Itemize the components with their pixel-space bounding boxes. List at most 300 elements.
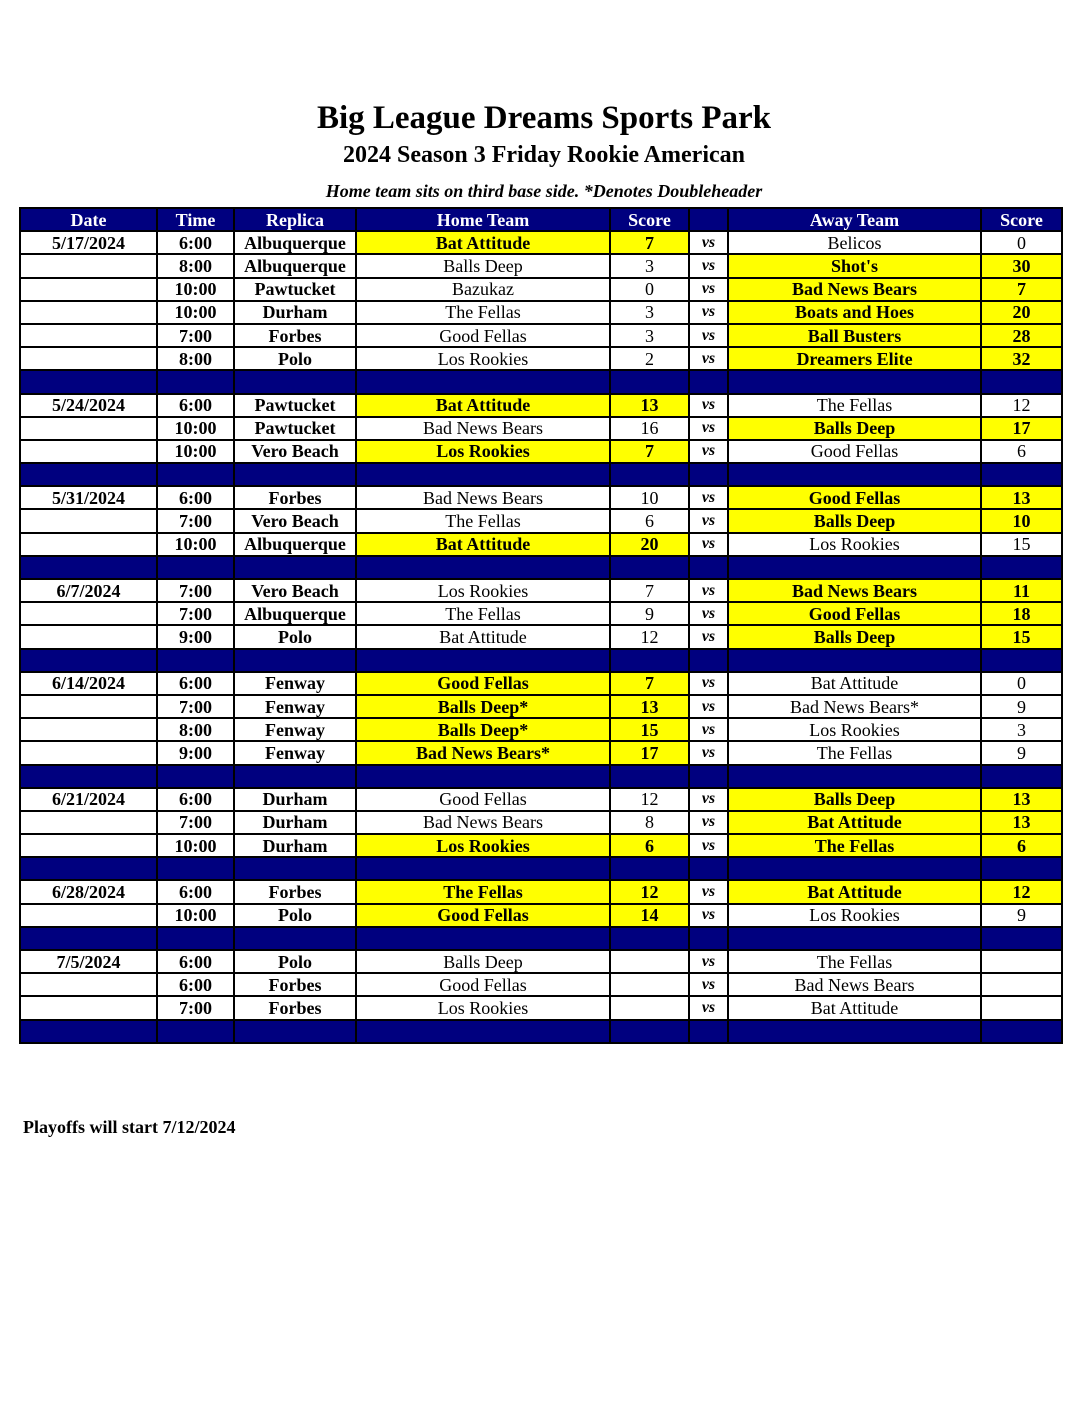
away-team-cell: Balls Deep <box>728 625 981 648</box>
date-cell: 5/17/2024 <box>20 231 157 254</box>
game-row <box>20 718 1062 741</box>
schedule-table <box>19 207 1063 1044</box>
home-team-cell: Good Fellas <box>356 788 610 811</box>
away-team-cell: Bad News Bears <box>728 278 981 301</box>
separator-cell <box>157 649 234 672</box>
away-team-cell: Los Rookies <box>728 533 981 556</box>
away-team-cell: Boats and Hoes <box>728 301 981 324</box>
vs-label: vs <box>689 533 728 556</box>
replica-cell: Forbes <box>234 324 356 347</box>
week-separator <box>20 556 1062 579</box>
vs-label: vs <box>689 625 728 648</box>
separator-cell <box>356 857 610 880</box>
home-team-cell: Bat Attitude <box>356 533 610 556</box>
separator-cell <box>610 765 689 788</box>
col-away-team: Away Team <box>728 208 981 231</box>
time-cell: 6:00 <box>157 880 234 903</box>
time-cell: 10:00 <box>157 301 234 324</box>
separator-cell <box>356 556 610 579</box>
separator-cell <box>157 1020 234 1043</box>
replica-cell: Polo <box>234 625 356 648</box>
game-row <box>20 950 1062 973</box>
date-cell <box>20 440 157 463</box>
game-row <box>20 347 1062 370</box>
replica-cell: Polo <box>234 347 356 370</box>
vs-label: vs <box>689 301 728 324</box>
time-cell: 6:00 <box>157 231 234 254</box>
away-team-cell: Belicos <box>728 231 981 254</box>
separator-cell <box>610 463 689 486</box>
home-score-cell: 3 <box>610 301 689 324</box>
replica-cell: Forbes <box>234 880 356 903</box>
week-separator <box>20 765 1062 788</box>
separator-cell <box>234 649 356 672</box>
separator-cell <box>689 857 728 880</box>
home-team-cell: Bad News Bears <box>356 417 610 440</box>
date-cell: 6/28/2024 <box>20 880 157 903</box>
separator-cell <box>981 649 1062 672</box>
home-team-cell: Bat Attitude <box>356 394 610 417</box>
date-cell: 5/31/2024 <box>20 486 157 509</box>
home-score-cell: 12 <box>610 625 689 648</box>
away-team-cell: Bat Attitude <box>728 880 981 903</box>
away-team-cell: The Fellas <box>728 950 981 973</box>
home-score-cell: 13 <box>610 394 689 417</box>
col-time: Time <box>157 208 234 231</box>
separator-cell <box>20 556 157 579</box>
away-team-cell: Los Rookies <box>728 904 981 927</box>
date-cell <box>20 741 157 764</box>
time-cell: 7:00 <box>157 996 234 1019</box>
separator-cell <box>234 370 356 393</box>
away-score-cell: 30 <box>981 254 1062 277</box>
time-cell: 6:00 <box>157 950 234 973</box>
vs-label: vs <box>689 741 728 764</box>
time-cell: 6:00 <box>157 973 234 996</box>
time-cell: 7:00 <box>157 695 234 718</box>
home-score-cell: 8 <box>610 811 689 834</box>
replica-cell: Durham <box>234 811 356 834</box>
game-row <box>20 417 1062 440</box>
home-score-cell: 16 <box>610 417 689 440</box>
replica-cell: Albuquerque <box>234 533 356 556</box>
vs-label: vs <box>689 788 728 811</box>
away-team-cell: Bad News Bears <box>728 579 981 602</box>
home-team-cell: Balls Deep <box>356 950 610 973</box>
away-score-cell: 15 <box>981 533 1062 556</box>
separator-cell <box>157 857 234 880</box>
separator-cell <box>728 649 981 672</box>
col-date: Date <box>20 208 157 231</box>
away-team-cell: Good Fellas <box>728 486 981 509</box>
replica-cell: Fenway <box>234 718 356 741</box>
replica-cell: Polo <box>234 950 356 973</box>
away-team-cell: Bat Attitude <box>728 672 981 695</box>
time-cell: 7:00 <box>157 324 234 347</box>
separator-cell <box>157 463 234 486</box>
col-replica: Replica <box>234 208 356 231</box>
date-cell: 6/14/2024 <box>20 672 157 695</box>
game-row <box>20 301 1062 324</box>
home-team-cell: Balls Deep* <box>356 718 610 741</box>
game-row <box>20 695 1062 718</box>
date-cell <box>20 533 157 556</box>
time-cell: 10:00 <box>157 834 234 857</box>
away-score-cell: 13 <box>981 788 1062 811</box>
date-cell <box>20 254 157 277</box>
date-cell <box>20 811 157 834</box>
home-score-cell: 3 <box>610 324 689 347</box>
vs-label: vs <box>689 254 728 277</box>
vs-label: vs <box>689 811 728 834</box>
time-cell: 10:00 <box>157 417 234 440</box>
separator-cell <box>20 927 157 950</box>
vs-label: vs <box>689 486 728 509</box>
home-score-cell: 17 <box>610 741 689 764</box>
time-cell: 7:00 <box>157 811 234 834</box>
home-team-cell: Bat Attitude <box>356 231 610 254</box>
away-score-cell <box>981 973 1062 996</box>
separator-cell <box>981 927 1062 950</box>
away-score-cell: 9 <box>981 904 1062 927</box>
home-score-cell: 9 <box>610 602 689 625</box>
header-row <box>20 208 1062 231</box>
home-team-cell: Los Rookies <box>356 347 610 370</box>
game-row <box>20 278 1062 301</box>
replica-cell: Durham <box>234 834 356 857</box>
away-team-cell: Good Fellas <box>728 602 981 625</box>
time-cell: 9:00 <box>157 625 234 648</box>
date-cell <box>20 973 157 996</box>
vs-label: vs <box>689 973 728 996</box>
away-team-cell: Shot's <box>728 254 981 277</box>
game-row <box>20 880 1062 903</box>
away-score-cell: 28 <box>981 324 1062 347</box>
away-score-cell: 17 <box>981 417 1062 440</box>
home-team-cell: Los Rookies <box>356 834 610 857</box>
home-score-cell <box>610 973 689 996</box>
away-team-cell: Balls Deep <box>728 509 981 532</box>
separator-cell <box>610 1020 689 1043</box>
time-cell: 8:00 <box>157 254 234 277</box>
separator-cell <box>689 765 728 788</box>
time-cell: 7:00 <box>157 602 234 625</box>
week-separator <box>20 927 1062 950</box>
game-row <box>20 254 1062 277</box>
separator-cell <box>610 927 689 950</box>
separator-cell <box>234 556 356 579</box>
separator-cell <box>20 765 157 788</box>
home-score-cell: 7 <box>610 440 689 463</box>
game-row <box>20 440 1062 463</box>
date-cell: 7/5/2024 <box>20 950 157 973</box>
separator-cell <box>157 370 234 393</box>
vs-label: vs <box>689 695 728 718</box>
home-score-cell: 13 <box>610 695 689 718</box>
replica-cell: Forbes <box>234 973 356 996</box>
home-team-cell: The Fellas <box>356 301 610 324</box>
vs-label: vs <box>689 278 728 301</box>
col-home-score: Score <box>610 208 689 231</box>
home-team-cell: Good Fellas <box>356 973 610 996</box>
separator-cell <box>157 556 234 579</box>
date-cell: 5/24/2024 <box>20 394 157 417</box>
time-cell: 10:00 <box>157 533 234 556</box>
separator-cell <box>981 1020 1062 1043</box>
time-cell: 8:00 <box>157 718 234 741</box>
vs-label: vs <box>689 904 728 927</box>
away-score-cell: 10 <box>981 509 1062 532</box>
week-separator <box>20 370 1062 393</box>
game-row <box>20 509 1062 532</box>
separator-cell <box>981 463 1062 486</box>
vs-label: vs <box>689 602 728 625</box>
game-row <box>20 394 1062 417</box>
separator-cell <box>728 857 981 880</box>
away-score-cell <box>981 950 1062 973</box>
vs-label: vs <box>689 579 728 602</box>
separator-cell <box>356 370 610 393</box>
away-score-cell: 15 <box>981 625 1062 648</box>
game-row <box>20 672 1062 695</box>
separator-cell <box>234 857 356 880</box>
week-separator <box>20 463 1062 486</box>
away-score-cell: 0 <box>981 231 1062 254</box>
away-team-cell: Bad News Bears* <box>728 695 981 718</box>
separator-cell <box>234 765 356 788</box>
away-team-cell: Good Fellas <box>728 440 981 463</box>
vs-label: vs <box>689 324 728 347</box>
vs-label: vs <box>689 718 728 741</box>
separator-cell <box>356 765 610 788</box>
date-cell <box>20 996 157 1019</box>
separator-cell <box>234 1020 356 1043</box>
home-team-cell: Good Fellas <box>356 324 610 347</box>
away-team-cell: Bat Attitude <box>728 811 981 834</box>
away-score-cell: 13 <box>981 486 1062 509</box>
separator-cell <box>20 857 157 880</box>
game-row <box>20 788 1062 811</box>
game-row <box>20 904 1062 927</box>
away-score-cell: 20 <box>981 301 1062 324</box>
home-score-cell: 12 <box>610 788 689 811</box>
time-cell: 7:00 <box>157 509 234 532</box>
date-cell <box>20 695 157 718</box>
away-team-cell: Balls Deep <box>728 417 981 440</box>
replica-cell: Albuquerque <box>234 231 356 254</box>
date-cell <box>20 625 157 648</box>
away-score-cell: 7 <box>981 278 1062 301</box>
replica-cell: Forbes <box>234 996 356 1019</box>
vs-label: vs <box>689 440 728 463</box>
game-row <box>20 231 1062 254</box>
separator-cell <box>610 370 689 393</box>
home-team-cell: Los Rookies <box>356 579 610 602</box>
replica-cell: Fenway <box>234 672 356 695</box>
game-row <box>20 486 1062 509</box>
separator-cell <box>689 927 728 950</box>
separator-cell <box>728 927 981 950</box>
away-score-cell: 6 <box>981 834 1062 857</box>
separator-cell <box>234 927 356 950</box>
separator-cell <box>728 1020 981 1043</box>
time-cell: 7:00 <box>157 579 234 602</box>
home-team-cell: The Fellas <box>356 880 610 903</box>
replica-cell: Albuquerque <box>234 602 356 625</box>
away-score-cell: 11 <box>981 579 1062 602</box>
replica-cell: Fenway <box>234 741 356 764</box>
away-score-cell: 9 <box>981 695 1062 718</box>
vs-label: vs <box>689 509 728 532</box>
home-team-cell: Bazukaz <box>356 278 610 301</box>
home-team-cell: Balls Deep* <box>356 695 610 718</box>
away-team-cell: Los Rookies <box>728 718 981 741</box>
home-score-cell: 14 <box>610 904 689 927</box>
home-team-cell: Bad News Bears <box>356 486 610 509</box>
vs-label: vs <box>689 950 728 973</box>
date-cell <box>20 509 157 532</box>
away-team-cell: The Fellas <box>728 394 981 417</box>
game-row <box>20 602 1062 625</box>
separator-cell <box>981 765 1062 788</box>
home-team-cell: The Fellas <box>356 509 610 532</box>
date-cell <box>20 278 157 301</box>
away-team-cell: Dreamers Elite <box>728 347 981 370</box>
replica-cell: Vero Beach <box>234 579 356 602</box>
replica-cell: Pawtucket <box>234 394 356 417</box>
time-cell: 6:00 <box>157 788 234 811</box>
replica-cell: Forbes <box>234 486 356 509</box>
home-score-cell: 10 <box>610 486 689 509</box>
separator-cell <box>689 463 728 486</box>
away-team-cell: The Fellas <box>728 741 981 764</box>
separator-cell <box>234 463 356 486</box>
vs-label: vs <box>689 880 728 903</box>
away-score-cell: 12 <box>981 880 1062 903</box>
game-row <box>20 324 1062 347</box>
separator-cell <box>157 927 234 950</box>
home-score-cell: 6 <box>610 834 689 857</box>
game-row <box>20 533 1062 556</box>
separator-cell <box>20 649 157 672</box>
time-cell: 8:00 <box>157 347 234 370</box>
separator-cell <box>356 463 610 486</box>
vs-label: vs <box>689 834 728 857</box>
replica-cell: Vero Beach <box>234 440 356 463</box>
game-row <box>20 579 1062 602</box>
page-title: Big League Dreams Sports Park <box>316 100 772 136</box>
separator-cell <box>610 556 689 579</box>
separator-cell <box>610 857 689 880</box>
separator-cell <box>356 1020 610 1043</box>
replica-cell: Vero Beach <box>234 509 356 532</box>
separator-cell <box>728 370 981 393</box>
separator-cell <box>20 463 157 486</box>
separator-cell <box>689 370 728 393</box>
home-team-cell: Bad News Bears* <box>356 741 610 764</box>
separator-cell <box>689 1020 728 1043</box>
home-score-cell: 7 <box>610 231 689 254</box>
replica-cell: Albuquerque <box>234 254 356 277</box>
replica-cell: Pawtucket <box>234 278 356 301</box>
time-cell: 6:00 <box>157 672 234 695</box>
home-team-cell: Balls Deep <box>356 254 610 277</box>
home-score-cell: 20 <box>610 533 689 556</box>
game-row <box>20 811 1062 834</box>
time-cell: 6:00 <box>157 394 234 417</box>
separator-cell <box>356 927 610 950</box>
separator-cell <box>981 857 1062 880</box>
home-score-cell <box>610 950 689 973</box>
replica-cell: Fenway <box>234 695 356 718</box>
home-score-cell: 6 <box>610 509 689 532</box>
col-vs <box>689 208 728 231</box>
away-team-cell: The Fellas <box>728 834 981 857</box>
game-row <box>20 996 1062 1019</box>
separator-cell <box>610 649 689 672</box>
separator-cell <box>981 370 1062 393</box>
vs-label: vs <box>689 672 728 695</box>
home-score-cell: 3 <box>610 254 689 277</box>
vs-label: vs <box>689 394 728 417</box>
away-score-cell: 0 <box>981 672 1062 695</box>
separator-cell <box>356 649 610 672</box>
home-team-cell: The Fellas <box>356 602 610 625</box>
away-score-cell: 9 <box>981 741 1062 764</box>
page-subtitle: 2024 Season 3 Friday Rookie American <box>343 142 745 168</box>
separator-cell <box>689 556 728 579</box>
home-score-cell: 2 <box>610 347 689 370</box>
time-cell: 10:00 <box>157 440 234 463</box>
vs-label: vs <box>689 231 728 254</box>
date-cell <box>20 718 157 741</box>
away-score-cell: 18 <box>981 602 1062 625</box>
game-row <box>20 741 1062 764</box>
date-cell <box>20 301 157 324</box>
date-cell: 6/21/2024 <box>20 788 157 811</box>
col-away-score: Score <box>981 208 1062 231</box>
date-cell <box>20 602 157 625</box>
away-score-cell: 12 <box>981 394 1062 417</box>
away-score-cell: 3 <box>981 718 1062 741</box>
separator-cell <box>728 463 981 486</box>
schedule-note: Home team sits on third base side. *Denotes Doubleheader <box>325 181 763 201</box>
week-separator <box>20 1020 1062 1043</box>
vs-label: vs <box>689 347 728 370</box>
home-team-cell: Good Fellas <box>356 904 610 927</box>
away-score-cell <box>981 996 1062 1019</box>
home-score-cell: 7 <box>610 579 689 602</box>
week-separator <box>20 649 1062 672</box>
date-cell <box>20 834 157 857</box>
away-team-cell: Ball Busters <box>728 324 981 347</box>
home-team-cell: Los Rookies <box>356 440 610 463</box>
date-cell <box>20 324 157 347</box>
separator-cell <box>728 765 981 788</box>
home-score-cell: 7 <box>610 672 689 695</box>
home-team-cell: Bad News Bears <box>356 811 610 834</box>
away-team-cell: Bat Attitude <box>728 996 981 1019</box>
vs-label: vs <box>689 996 728 1019</box>
away-team-cell: Bad News Bears <box>728 973 981 996</box>
home-score-cell: 15 <box>610 718 689 741</box>
home-team-cell: Bat Attitude <box>356 625 610 648</box>
replica-cell: Durham <box>234 788 356 811</box>
date-cell: 6/7/2024 <box>20 579 157 602</box>
game-row <box>20 834 1062 857</box>
date-cell <box>20 904 157 927</box>
time-cell: 9:00 <box>157 741 234 764</box>
